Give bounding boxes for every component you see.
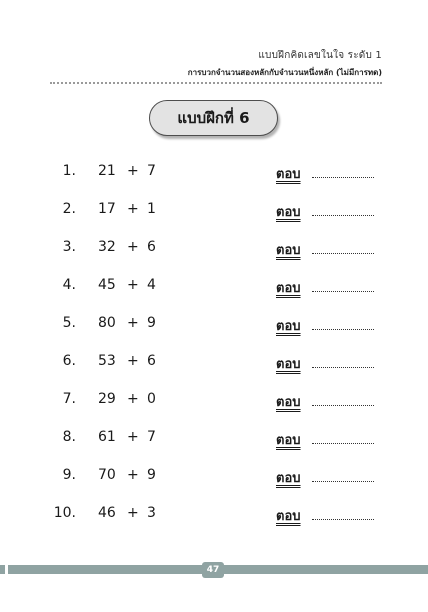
operand-b: 9: [147, 315, 156, 331]
problem-number: 8.: [62, 429, 76, 445]
operand-b: 3: [147, 505, 156, 521]
operand-b: 4: [147, 277, 156, 293]
operand-a: 46: [98, 505, 116, 521]
operator: +: [127, 505, 139, 521]
operator: +: [127, 239, 139, 255]
answer-label: ตอบ: [276, 243, 301, 258]
operand-a: 70: [98, 467, 116, 483]
answer-label: ตอบ: [276, 357, 301, 372]
operand-b: 0: [147, 391, 156, 407]
problem-row: [0, 467, 428, 489]
operand-a: 53: [98, 353, 116, 369]
answer-label: ตอบ: [276, 319, 301, 334]
operand-a: 21: [98, 163, 116, 179]
problem-row: [0, 239, 428, 261]
operand-a: 32: [98, 239, 116, 255]
answer-label: ตอบ: [276, 433, 301, 448]
header-title: แบบฝึกคิดเลขในใจ ระดับ 1: [258, 50, 382, 61]
answer-label: ตอบ: [276, 205, 301, 220]
answer-blank[interactable]: [312, 481, 374, 482]
answer-blank[interactable]: [312, 519, 374, 520]
problem-row: [0, 505, 428, 527]
footer-bar-left: [0, 565, 5, 574]
operand-b: 6: [147, 239, 156, 255]
operand-b: 1: [147, 201, 156, 217]
answer-blank[interactable]: [312, 405, 374, 406]
problem-row: [0, 315, 428, 337]
exercise-title: แบบฝึกที่ 6: [177, 109, 250, 127]
answer-blank[interactable]: [312, 367, 374, 368]
operand-a: 17: [98, 201, 116, 217]
problem-number: 3.: [62, 239, 76, 255]
operand-a: 29: [98, 391, 116, 407]
header-subtitle: การบวกจำนวนสองหลักกับจำนวนหนึ่งหลัก (ไม่มีการทด): [187, 68, 382, 77]
exercise-title-pill: [149, 100, 278, 136]
answer-label: ตอบ: [276, 395, 301, 410]
operand-a: 45: [98, 277, 116, 293]
operand-b: 7: [147, 163, 156, 179]
operand-b: 7: [147, 429, 156, 445]
problem-number: 5.: [62, 315, 76, 331]
answer-blank[interactable]: [312, 215, 374, 216]
operand-b: 6: [147, 353, 156, 369]
problem-row: [0, 277, 428, 299]
operator: +: [127, 353, 139, 369]
operator: +: [127, 429, 139, 445]
problem-number: 1.: [62, 163, 76, 179]
problem-row: [0, 353, 428, 375]
problem-row: [0, 201, 428, 223]
problem-row: [0, 163, 428, 185]
problem-number: 4.: [62, 277, 76, 293]
page-number: 47: [206, 565, 220, 575]
answer-blank[interactable]: [312, 253, 374, 254]
operand-a: 80: [98, 315, 116, 331]
problem-row: [0, 391, 428, 413]
answer-blank[interactable]: [312, 177, 374, 178]
answer-blank[interactable]: [312, 329, 374, 330]
answer-label: ตอบ: [276, 281, 301, 296]
answer-blank[interactable]: [312, 291, 374, 292]
operand-a: 61: [98, 429, 116, 445]
answer-label: ตอบ: [276, 167, 301, 182]
operator: +: [127, 163, 139, 179]
operator: +: [127, 315, 139, 331]
problem-row: [0, 429, 428, 451]
dotted-divider: [50, 82, 382, 84]
page-number-badge: [202, 562, 224, 578]
answer-label: ตอบ: [276, 509, 301, 524]
problem-number: 2.: [62, 201, 76, 217]
operator: +: [127, 391, 139, 407]
problem-number: 9.: [62, 467, 76, 483]
answer-blank[interactable]: [312, 443, 374, 444]
problem-number: 7.: [62, 391, 76, 407]
operand-b: 9: [147, 467, 156, 483]
answer-label: ตอบ: [276, 471, 301, 486]
problem-number: 6.: [62, 353, 76, 369]
operator: +: [127, 277, 139, 293]
operator: +: [127, 467, 139, 483]
operator: +: [127, 201, 139, 217]
problem-number: 10.: [53, 505, 76, 521]
